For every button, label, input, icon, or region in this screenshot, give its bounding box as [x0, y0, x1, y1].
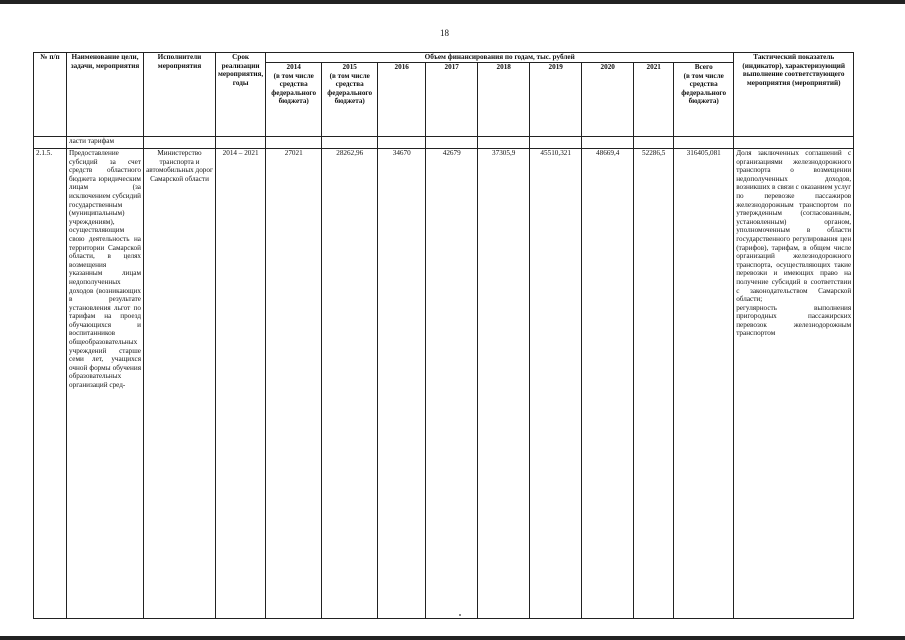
header-term: Срок реализации мероприятия, годы: [216, 53, 266, 137]
scan-dot: [459, 614, 461, 616]
value-2020: 48669,4: [582, 149, 634, 619]
row-term: 2014 – 2021: [216, 149, 266, 619]
header-year-2015: 2015 (в том числе средства федерального бюджета): [322, 63, 378, 137]
page-number: 18: [440, 28, 449, 38]
bottom-border: [0, 636, 905, 640]
header-num: № п/п: [34, 53, 67, 137]
top-border: [0, 0, 905, 4]
header-year-2014: 2014 (в том числе средства федерального бюджета): [266, 63, 322, 137]
value-2015: 28262,96: [322, 149, 378, 619]
header-indicator: Тактический показатель (индикатор), характеризующий выполнение соответствующего мероприятия (мероприятий): [734, 53, 854, 137]
row-executors: Министерство транспорта и автомобильных дорог Самарской области: [144, 149, 216, 619]
value-2017: 42679: [426, 149, 478, 619]
header-year-2020: 2020: [582, 63, 634, 137]
header-executors: Исполнители мероприятия: [144, 53, 216, 137]
header-year-2017: 2017: [426, 63, 478, 137]
row-number: 2.1.5.: [34, 149, 67, 619]
header-funding: Объем финансирования по годам, тыс. рублей: [266, 53, 734, 63]
funding-table: [33, 52, 854, 619]
row-name: Предоставление субсидий за счет средств областного бюджета юридическим лицам (за исключением субсидий государственным (муниципальным) учреждениям), осуществляющим свою деятельность на территории Самарской области, в целях возмещения указанным лицам недополученных доходов (возникающих в результате установления льгот по тарифам на проезд обучающихся и воспитанников общеобразовательных учреждений старше семи лет, учащихся очной формы обучения образовательных организаций сред-: [67, 149, 144, 619]
value-2018: 37305,9: [478, 149, 530, 619]
header-total: Всего (в том числе средства федерального бюджета): [674, 63, 734, 137]
row-indicator: Доля заключенных соглашений с организациями железнодорожного транспорта о возмещении недополученных доходов, возникших в связи с оказанием услуг по перевозке пассажиров железнодорожным транспортом по утвержденным (согласованным, установленным) органом, уполномоченным в области государственного регулирования цен (тарифов), тарифам, в общем числе организаций железнодорожного транспорта, осуществляющих такие перевозки и имеющих право на получение субсидий в соответствии с законодательством Самарской области; регулярность выполнения пригородных пассажирских перевозок железнодорожным транспортом: [734, 149, 854, 619]
header-year-2016: 2016: [378, 63, 426, 137]
value-2019: 45510,321: [530, 149, 582, 619]
header-name: Наименование цели, задачи, мероприятия: [67, 53, 144, 137]
value-2021: 52286,5: [634, 149, 674, 619]
header-year-2021: 2021: [634, 63, 674, 137]
value-total: 316405,081: [674, 149, 734, 619]
value-2016: 34670: [378, 149, 426, 619]
value-2014: 27021: [266, 149, 322, 619]
header-year-2018: 2018: [478, 63, 530, 137]
header-year-2019: 2019: [530, 63, 582, 137]
continuation-text: ласти тарифам: [67, 137, 144, 149]
